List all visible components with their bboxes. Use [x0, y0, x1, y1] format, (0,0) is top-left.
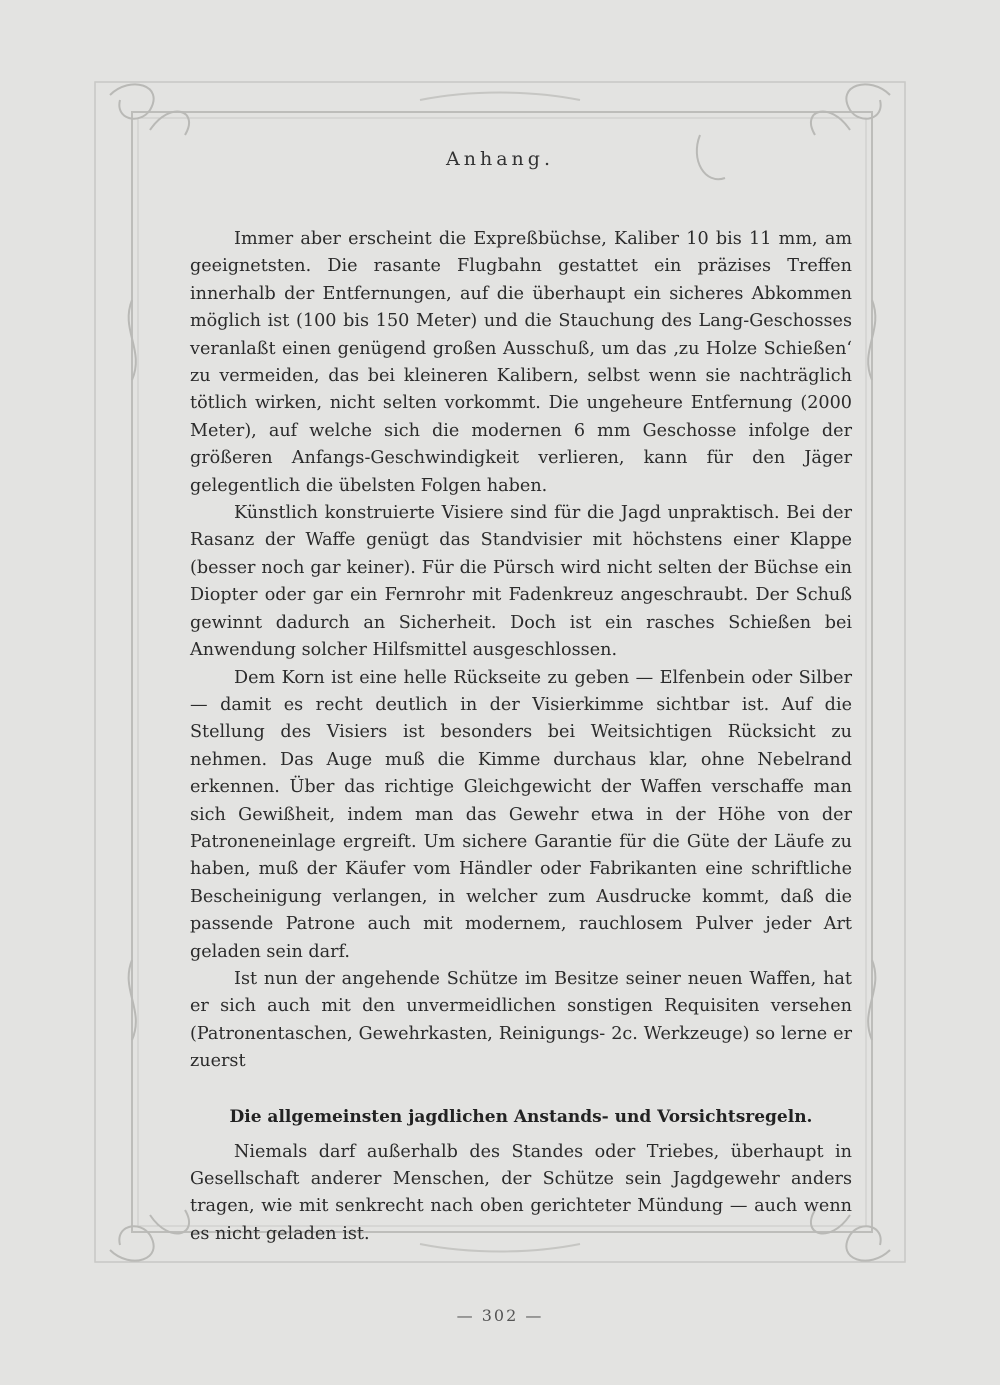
paragraph: Künstlich konstruierte Visiere sind für die Jagd unpraktisch. Bei der Rasanz der Waffe genügt das Standvisier mit höchstens einer Klappe (besser noch gar keiner). Für die Pürsch wird nicht selten der Büchse ein Diopter oder gar ein Fernrohr mit Fadenkreuz angeschraubt. Der Schuß gewinnt dadurch an Sicherheit. Doch ist ein rasches Schießen bei Anwendung solcher Hilfsmittel ausgeschlossen. — [190, 503, 852, 661]
paragraph: Niemals darf außerhalb des Standes oder Triebes, überhaupt in Gesellschaft anderer Menschen, der Schütze sein Jagdgewehr anders tragen, wie mit senkrecht nach oben gerichteter Mündung — auch wenn es nicht geladen ist. — [190, 1141, 852, 1244]
paragraph: Immer aber erscheint die Expreßbüchse, Kaliber 10 bis 11 mm, am geeignetsten. Die rasante Flugbahn gestattet ein präzises Treffen innerhalb der Entfernungen, auf die überhaupt ein sicheres Abkommen möglich ist (100 bis 150 Meter) und die Stauchung des Lang-Geschosses veranlaßt einen genügend großen Ausschuß, um das ‚zu Holze Schießen‘ zu vermeiden, das bei kleineren Kalibern, selbst wenn sie nachträglich tötlich wirken, nicht selten vorkommt. Die ungeheure Entfernung (2000 Meter), auf welche sich die modernen 6 mm Geschosse infolge der größeren Anfangs-Geschwindigkeit verlieren, kann für den Jäger gelegentlich die übelsten Folgen haben. — [190, 229, 852, 496]
running-header: Anhang. — [446, 148, 554, 170]
page-number: — 302 — — [456, 1306, 544, 1325]
section-heading: Die allgemeinsten jagdlichen Anstands- und Vorsichtsregeln. — [229, 1106, 813, 1127]
paragraph: Ist nun der angehende Schütze im Besitze seiner neuen Waffen, hat er sich auch mit den unvermeidlichen sonstigen Requisiten versehen (Patronentaschen, Gewehrkasten, Reinigungs- 2c. Werkzeuge) so lerne er zuerst — [190, 968, 852, 1072]
paragraph: Dem Korn ist eine helle Rückseite zu geben — Elfenbein oder Silber — damit es recht deutlich in der Visierkimme sichtbar ist. Auf die Stellung des Visiers ist besonders bei Weitsichtigen Rücksicht zu nehmen. Das Auge muß die Kimme durchaus klar, ohne Nebelrand erkennen. Über das richtige Gleichgewicht der Waffen verschaffe man sich Gewißheit, indem man das Gewehr etwa in der Höhe von der Patroneneinlage ergreift. Um sichere Garantie für die Güte der Läufe zu haben, muß der Käufer vom Händler oder Fabrikanten eine schriftliche Bescheinigung verlangen, in welcher zum Ausdrucke kommt, daß die passende Patrone auch mit modernem, rauchlosem Pulver jeder Art geladen sein darf. — [190, 667, 852, 962]
main-text — [190, 226, 852, 1248]
